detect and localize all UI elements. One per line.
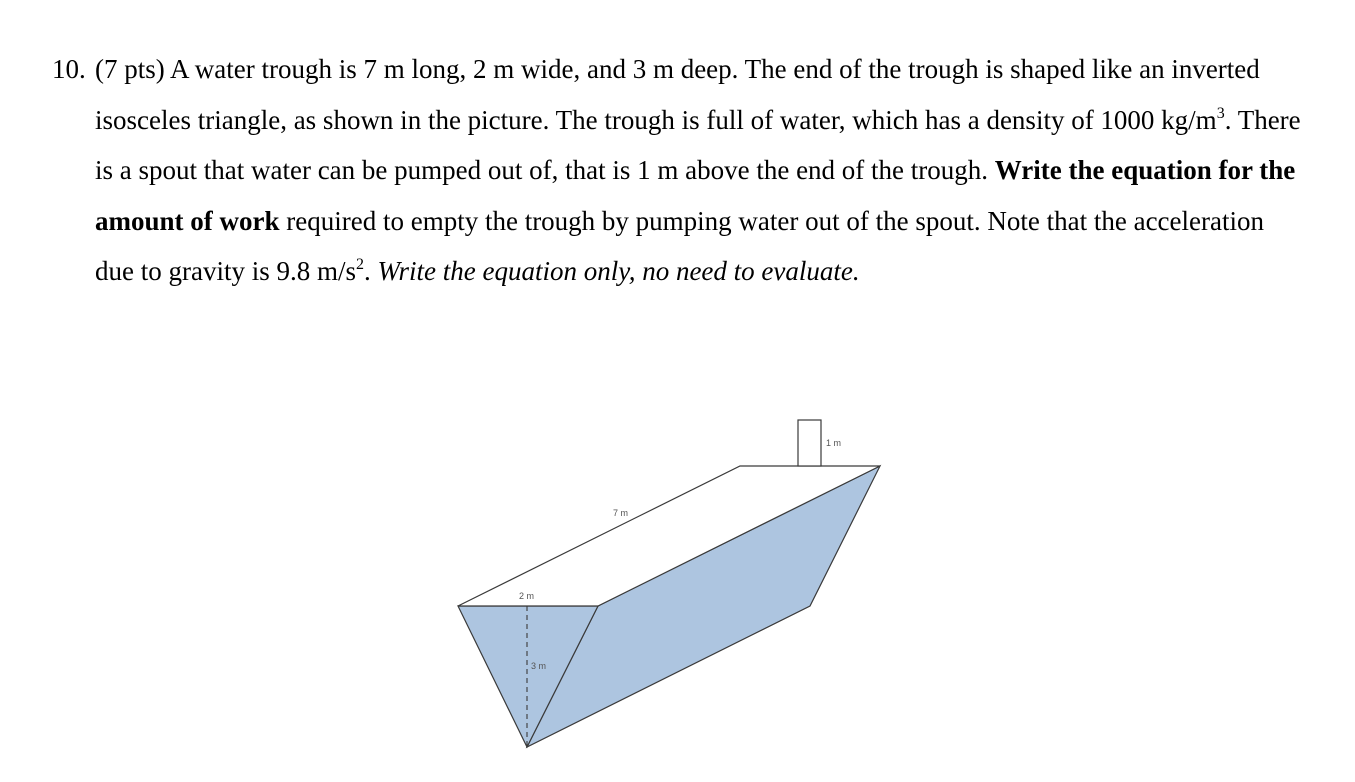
statement-part-1: A water trough is 7 m long, 2 m wide, and 3 m deep. The end of the trough is shaped like an inverted isosceles triangle, as shown in the picture. The trough is full of water, which has a density of 1000 kg/m: [95, 54, 1260, 135]
depth-label: 3 m: [531, 661, 547, 671]
problem-statement: [95, 44, 1302, 297]
length-label: 7 m: [613, 508, 629, 518]
statement-part-4: .: [363, 256, 378, 286]
statement-part-3: required to empty the trough by pumping water out of the spout. Note that the acceleration due to gravity is 9.8 m/s: [95, 205, 1264, 286]
points-value: (7 pts): [95, 54, 165, 84]
width-label: 2 m: [519, 591, 535, 601]
spout-height-label: 1 m: [826, 438, 842, 448]
superscript-3: 3: [1216, 104, 1225, 122]
trough-diagram: [440, 405, 900, 755]
italic-note: Write the equation only, no need to evaluate.: [377, 256, 860, 286]
problem-10: [52, 44, 1302, 297]
spout: [798, 420, 821, 466]
bold-instruction: Write the equation for the amount of work: [95, 155, 1296, 236]
problem-number: 10.: [52, 54, 86, 84]
superscript-2: 2: [355, 256, 364, 273]
statement-part-2: . There is a spout that water can be pumped out of, that is 1 m above the end of the trough.: [95, 104, 1301, 185]
